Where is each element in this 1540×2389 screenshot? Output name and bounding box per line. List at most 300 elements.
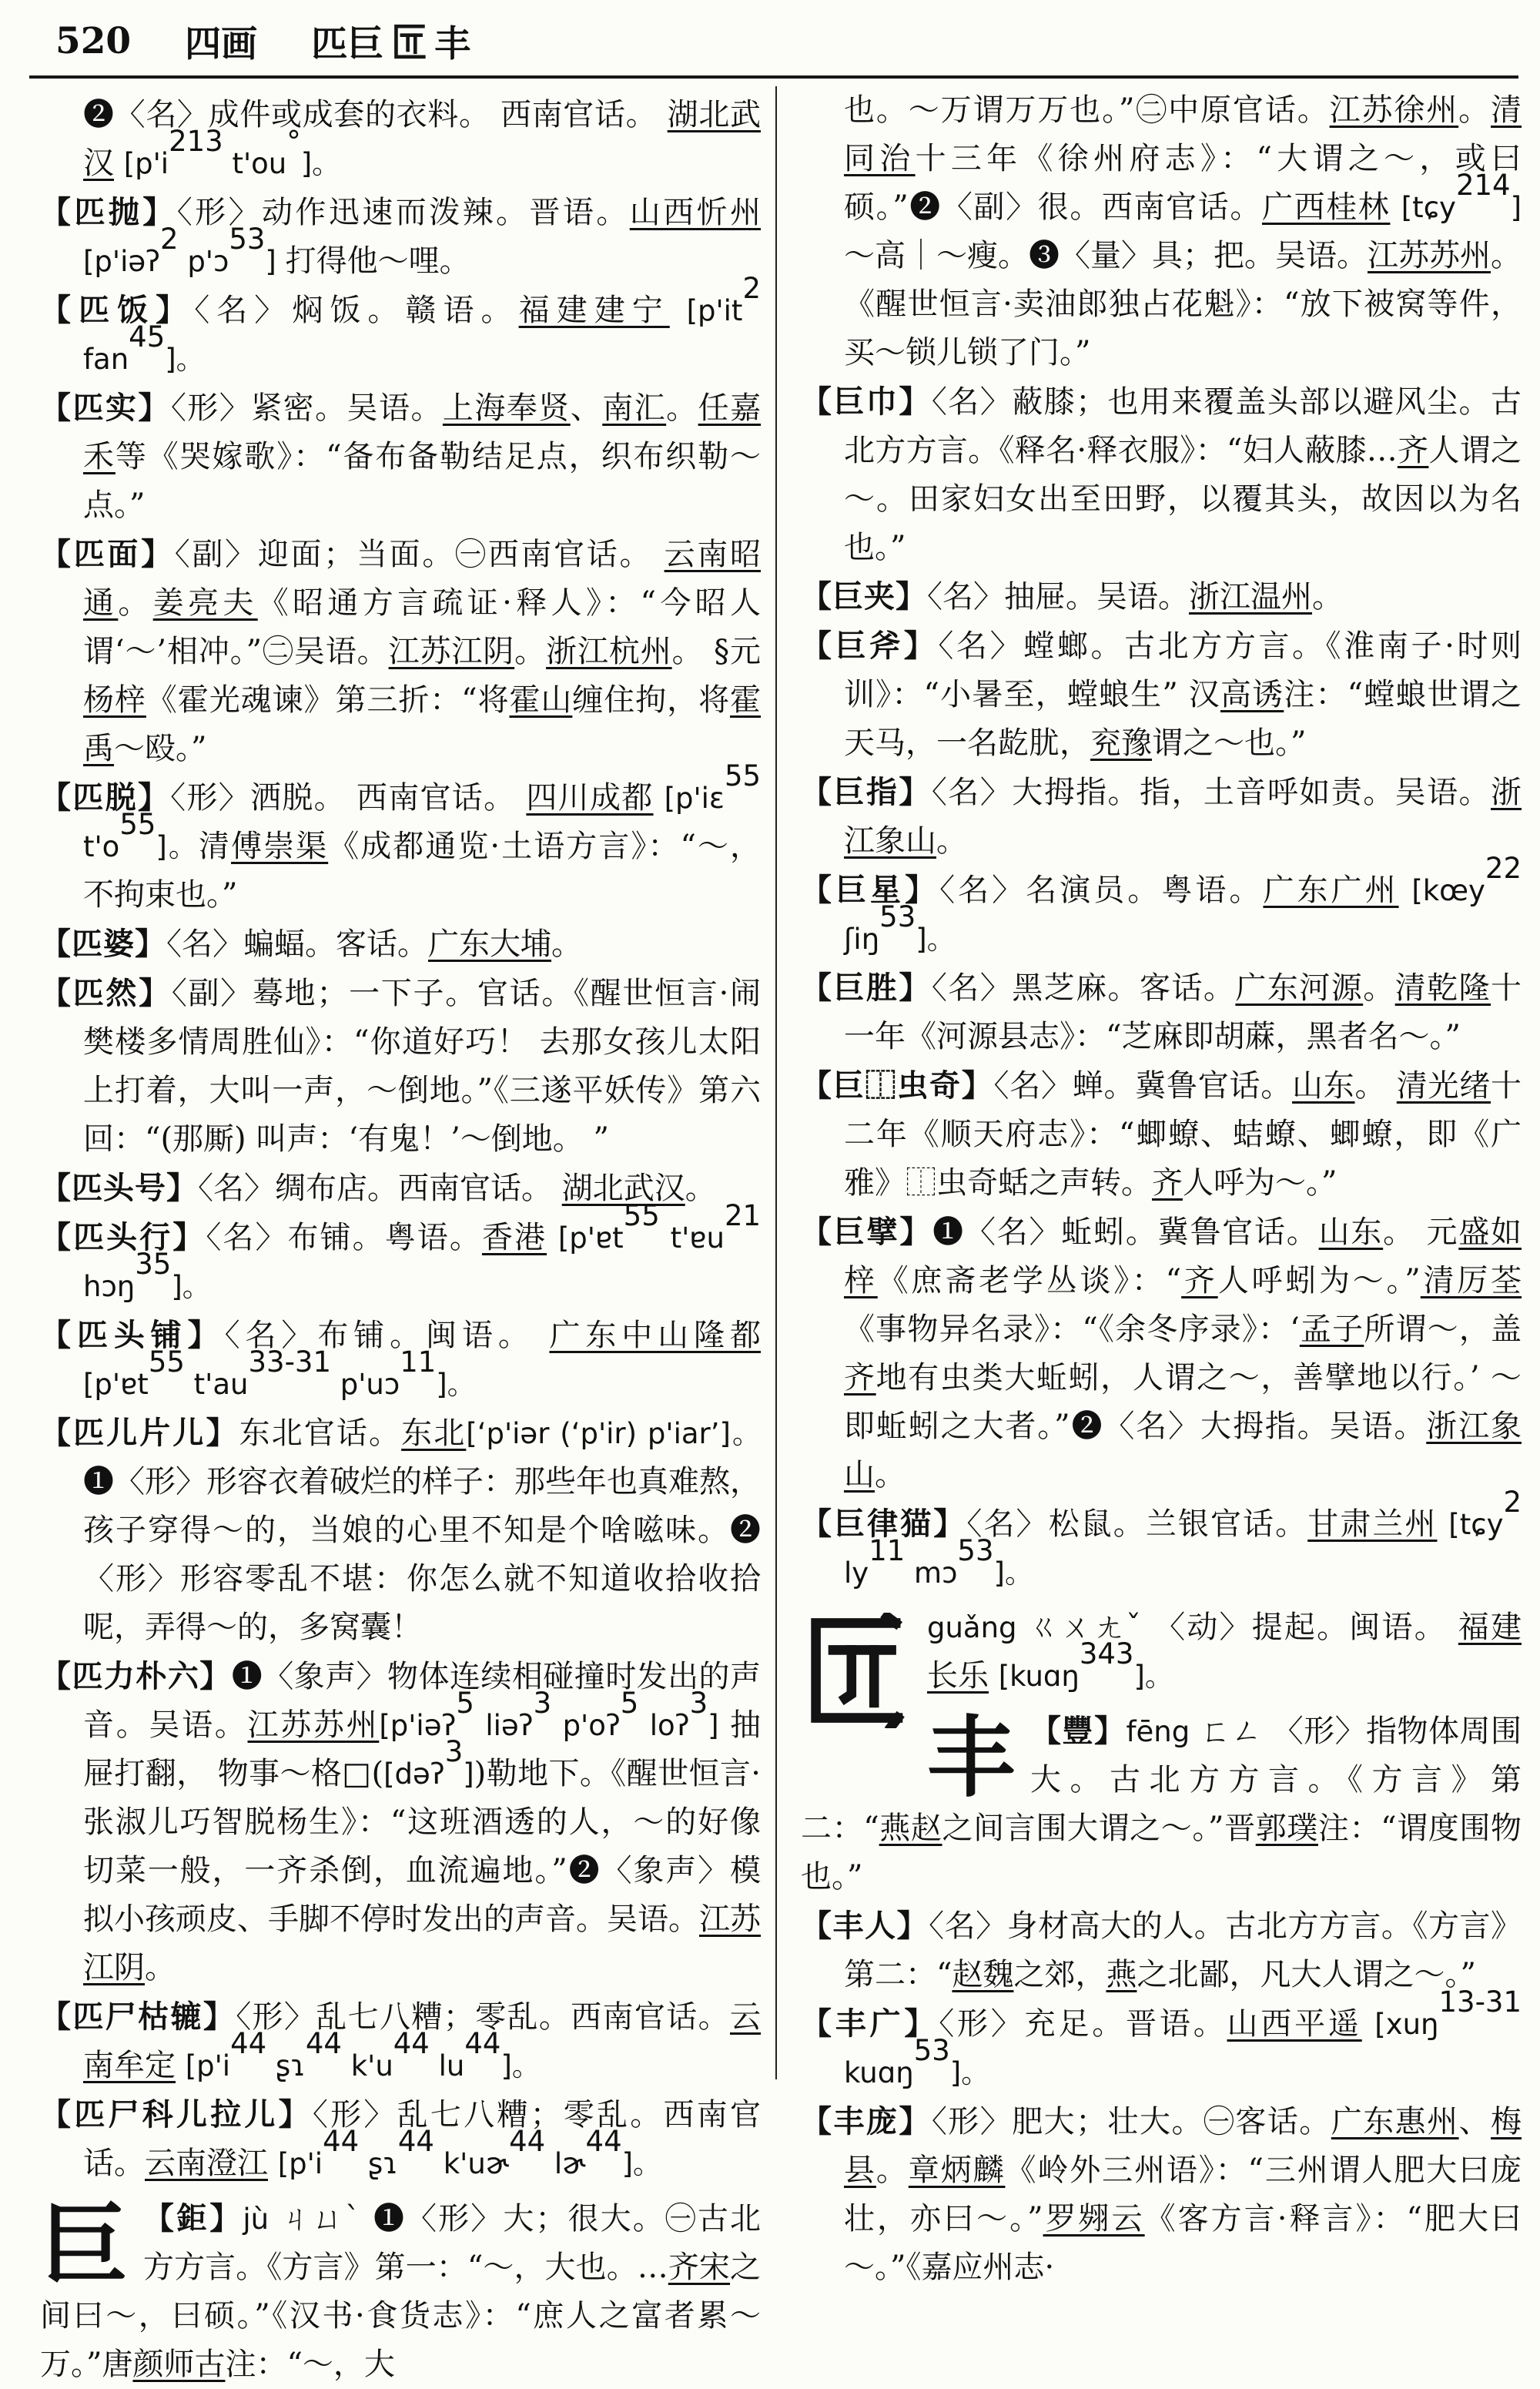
text-run: ]。: [300, 147, 341, 180]
dictionary-entry: [801, 851, 1522, 963]
headword: 【巨斧】: [801, 628, 939, 664]
text-run: 东北官话。: [239, 1416, 402, 1451]
text-run: 人谓之～。田家妇女出至田野，以覆其头，故因以为名也。”: [844, 433, 1522, 565]
text-run: k'u: [341, 2049, 393, 2082]
text-run: [dəʔ: [383, 1757, 445, 1791]
text-run: 214: [1455, 168, 1511, 202]
text-run: 。: [1312, 579, 1343, 615]
text-run: 。: [936, 823, 967, 859]
text-run: 〈形〉紧密。吴语。: [170, 390, 443, 426]
text-run: kuɑŋ: [844, 2056, 914, 2089]
text-run: 11: [869, 1533, 906, 1567]
dictionary-entry: [801, 1061, 1522, 1208]
underlined-name: 杨梓: [83, 682, 146, 718]
text-run: [tɕy: [1401, 191, 1456, 224]
headword: 【巨巾】: [801, 384, 932, 420]
text-run: ]。: [436, 1368, 476, 1401]
text-run: 。: [875, 1457, 906, 1493]
dictionary-entry: [40, 530, 761, 773]
text-run: 之北鄙，凡大人谓之～。”: [1137, 1957, 1476, 1992]
text-run: 〈名〉蝉。冀鲁官话。: [993, 1068, 1293, 1104]
headword: 【匹实】: [40, 390, 171, 426]
text-run: [654, 780, 665, 816]
text-run: 343: [1079, 1637, 1134, 1670]
underlined-name: 湖北武汉: [561, 1171, 685, 1206]
underlined-name: 高诱: [1220, 677, 1284, 712]
text-run: 注：“螳蜋世谓之天马，一名龁肬，: [844, 677, 1522, 761]
dictionary-entry: [40, 271, 761, 384]
headword: 【鉅】: [143, 2200, 243, 2237]
text-run: 5: [620, 1686, 639, 1720]
text-run: ]: [463, 1757, 474, 1791]
headword: 【匹头铺】: [40, 1317, 225, 1353]
headword: 【巨指】: [801, 774, 932, 810]
text-run: 也。～万谓万万也。”㊁中原官话。: [844, 92, 1330, 128]
text-run: 。《醒世恒言·卖油郎独占花魁》：“放下被窝等件，买～锁儿锁了门。”: [844, 238, 1522, 370]
head-chars-after: 丰: [434, 23, 471, 65]
rare-head-character-icon: [391, 23, 427, 60]
underlined-name: 江苏江阴: [388, 634, 515, 669]
head-character-entry: [801, 1603, 1522, 1700]
text-run: 。: [551, 926, 582, 962]
text-run: ❷〈名〉成件或成套的衣料。 西南官话。: [83, 97, 668, 132]
right-column: [801, 86, 1522, 2292]
text-run: 之郊，: [1013, 1957, 1106, 1992]
text-run: 。: [1458, 92, 1491, 128]
column-divider: [775, 86, 777, 2079]
underlined-name: 孟子: [1299, 1312, 1364, 1347]
text-run: 地有虫类大蚯蚓，人谓之～，善擘地以行。’ ～即蚯蚓之大者。”❷〈名〉大拇指。吴语。: [844, 1360, 1522, 1444]
text-run: [ʻp'iər (ʻp'ir) p'iarʼ]。: [466, 1417, 762, 1450]
text-run: ㄐㄩˋ ❶〈形〉大；很大。㊀古北方方言。《方言》第一：“～，大也。…: [143, 2201, 762, 2285]
underlined-name: 广西桂林: [1261, 189, 1391, 225]
text-run: [p'it: [686, 294, 743, 327]
text-run: ㄈㄥ 〈形〉指物体周围大。古北方方言。《方言》第二：“: [801, 1714, 1522, 1846]
text-run: t'au: [184, 1368, 249, 1401]
text-run: 注：“～，大: [225, 2347, 395, 2382]
text-run: 〈名〉布铺。粤语。: [206, 1220, 482, 1255]
text-run: fan: [83, 343, 129, 376]
text-run: ʃiŋ: [844, 923, 880, 956]
page-number: 520: [55, 20, 132, 62]
text-run: ]。: [621, 2147, 662, 2180]
underlined-name: 清厉荃: [1420, 1263, 1522, 1298]
text-run: ㄍㄨㄤˇ 〈动〉提起。闽语。: [1016, 1610, 1458, 1645]
text-run: 《霍光魂谏》第三折：“将: [146, 682, 510, 718]
text-run: 〈名〉蔽膝；也用来覆盖头部以避风尘。古北方方言。《释名·释衣服》：“妇人蔽膝…: [844, 384, 1522, 468]
text-run: [p'iɛ: [664, 782, 725, 815]
text-run: ʂɿ: [266, 2049, 306, 2082]
page-header: [55, 15, 470, 67]
text-run: 〈形〉洒脱。 西南官话。: [170, 780, 527, 816]
underlined-name: 兖豫: [1090, 725, 1152, 761]
underlined-name: 云南牟定: [83, 1999, 762, 2083]
text-run: ❶〈名〉蚯蚓。冀鲁官话。: [932, 1215, 1319, 1250]
text-run: [p'ɐt: [83, 1368, 149, 1401]
text-run: [1437, 1506, 1448, 1542]
text-run: 〈副〉蓦地；一下子。官话。《醒世恒言·闹樊楼多情周胜仙》：“你道好巧！ 去那女孩儿太阳上打着，大叫一声，～倒地。”《三遂平妖传》第六回：“(那厮) 叫声：‘有鬼！’～倒地。 ”: [83, 976, 762, 1157]
underlined-name: 浙江杭州: [546, 634, 672, 669]
text-run: 〈形〉充足。晋语。: [939, 2006, 1227, 2042]
head-character: 丰: [927, 1706, 1016, 1809]
text-run: 《庶斋老学丛谈》：“: [877, 1263, 1182, 1298]
text-run: hɔŋ: [83, 1270, 136, 1303]
text-run: 2: [1503, 1485, 1522, 1519]
text-run: 〈形〉乱七八糟；零乱。西南官话。: [236, 1999, 731, 2035]
dictionary-entry: [40, 1311, 761, 1409]
text-run: [kuɑŋ: [998, 1660, 1080, 1693]
dictionary-entry: [801, 768, 1522, 866]
underlined-name: 广东河源: [1235, 970, 1364, 1006]
text-run: ]: [265, 245, 286, 278]
text-run: [xuŋ: [1374, 2008, 1439, 2041]
text-run: 。 §元: [671, 634, 762, 669]
dictionary-entry: [40, 1652, 761, 1992]
text-run: [p'i: [277, 2147, 323, 2180]
continuation-paragraph: [801, 86, 1522, 377]
underlined-name: 广东大埔: [428, 926, 551, 962]
headword: 【匹脱】: [40, 779, 171, 816]
text-run: 〈形〉乱七八糟；零乱。西南官话。: [83, 2097, 762, 2181]
head-chars-before: 匹巨: [311, 23, 384, 65]
text-run: 3: [533, 1686, 552, 1720]
head-character-entry: [801, 1707, 1522, 1901]
text-run: 〈名〉布铺。闽语。: [224, 1318, 550, 1353]
text-run: 缠住拘，将: [572, 682, 731, 718]
text-run: [1362, 2006, 1375, 2042]
headword: 【匹头号】: [40, 1170, 198, 1206]
text-run: 44: [393, 2026, 430, 2060]
text-run: 55: [148, 1345, 185, 1379]
headword: 【巨胜】: [801, 970, 932, 1006]
text-run: ]。: [171, 1270, 211, 1303]
text-run: fēng: [1126, 1715, 1190, 1748]
underlined-name: 章炳麟: [908, 2153, 1006, 2188]
headword: 【豐】: [1030, 1713, 1127, 1749]
text-run: p'uɔ: [331, 1368, 400, 1401]
text-run: [kœy: [1411, 874, 1485, 907]
text-run: 55: [119, 807, 156, 841]
text-run: 2: [742, 271, 761, 305]
text-run: 。: [1354, 1068, 1397, 1104]
text-run: t'o: [83, 830, 120, 863]
underlined-name: 云南澄江: [145, 2146, 268, 2181]
text-run: 。: [118, 585, 153, 621]
text-run: [p'ɐt: [557, 1221, 624, 1255]
dictionary-entry: [40, 759, 762, 920]
text-run: 55: [623, 1198, 660, 1232]
text-run: ]。: [993, 1556, 1033, 1590]
underlined-name: 盛如梓: [844, 1215, 1522, 1298]
underlined-name: 湖北武汉: [83, 97, 761, 181]
underlined-name: 上海奉贤: [442, 390, 571, 426]
underlined-name: 霍山: [509, 682, 573, 718]
underlined-name: 任嘉禾: [83, 390, 762, 474]
text-run: [1399, 873, 1412, 908]
underlined-name: 燕: [1106, 1957, 1137, 1992]
text-run: 〈名〉大拇指。指，土音呼如责。吴语。: [931, 775, 1491, 810]
text-run: mɔ: [905, 1556, 958, 1590]
text-run: [p'i: [185, 2049, 231, 2082]
dictionary-entry: [40, 188, 761, 286]
text-run: 。: [514, 634, 547, 669]
text-run: [268, 2146, 278, 2181]
text-run: 44: [323, 2124, 360, 2158]
dictionary-entry: [801, 1985, 1522, 2097]
underlined-name: 江苏徐州: [1329, 92, 1459, 128]
underlined-name: 郭璞: [1255, 1811, 1318, 1846]
text-run: jù: [243, 2203, 270, 2236]
text-run: 3: [444, 1734, 464, 1768]
text-run: 。: [145, 1950, 176, 1985]
text-run: [547, 1220, 558, 1255]
text-run: 之间曰～，曰硕。”《汉书·食货志》：“庶人之富者累～万。”唐: [40, 2250, 762, 2382]
headword: 【巨擘】: [801, 1214, 933, 1250]
text-run: ]。: [1133, 1660, 1173, 1693]
text-run: ～殴。”: [114, 731, 207, 766]
dictionary-entry: [40, 1198, 762, 1311]
headword: 【丰庞】: [801, 2103, 932, 2139]
text-run: 。 元: [1383, 1215, 1459, 1250]
dictionary-entry: [801, 377, 1522, 572]
text-run: 44: [509, 2124, 546, 2158]
underlined-name: 赵魏: [952, 1957, 1014, 1992]
text-run: 。: [666, 390, 698, 426]
head-character: 巨: [40, 2193, 129, 2297]
text-run: 、: [1458, 2104, 1491, 2139]
text-run: [114, 146, 124, 181]
text-run: 44: [464, 2026, 501, 2060]
headword: 【匹面】: [40, 536, 175, 572]
text-run: 〈形〉动作迅速而泼辣。晋语。: [176, 195, 630, 230]
text-run: 注：“谓度围物也。”: [801, 1811, 1522, 1895]
text-run: t'ou: [223, 147, 287, 180]
text-run: 《成都通览·土语方言》：“～， 不拘束也。”: [83, 829, 762, 913]
dictionary-entry: [40, 969, 761, 1164]
underlined-name: 傅崇渠: [231, 829, 329, 864]
text-run: [p'i: [123, 147, 169, 180]
headword: 【匹饭】: [40, 292, 195, 328]
stroke-section: 四画: [185, 23, 258, 65]
text-run: 《客方言·释言》：“肥大曰～。”《嘉应州志·: [844, 2201, 1522, 2285]
text-run: [1390, 189, 1401, 225]
underlined-name: 山西忻州: [629, 195, 762, 230]
text-run: p'ɔ: [178, 245, 229, 278]
text-run: ]。: [949, 2056, 990, 2089]
text-run: 〈名〉焖饭。赣语。: [194, 293, 519, 328]
dictionary-entry: [801, 572, 1522, 622]
text-run: ]。: [156, 830, 199, 863]
headword: 【匹尸科儿拉儿】: [40, 2096, 313, 2133]
underlined-name: 广东广州: [1263, 873, 1399, 908]
text-run: 13-31: [1438, 1985, 1522, 2019]
underlined-name: 山东: [1292, 1068, 1355, 1104]
underlined-name: 江苏苏州: [1368, 238, 1491, 273]
text-run: 〈名〉身材高大的人。古北方方言。《方言》第二：“: [844, 1908, 1522, 1992]
underlined-name: 江苏江阴: [83, 1901, 761, 1985]
dictionary-entry: [801, 963, 1522, 1061]
left-column: [40, 91, 761, 2389]
dictionary-entry: [801, 1485, 1522, 1597]
text-run: 《岭外三州语》：“三州谓人肥大曰庞壮，亦曰～。”: [844, 2153, 1522, 2237]
text-run: [176, 2048, 186, 2083]
text-run: ～高｜～瘦。❸〈量〉具；把。吴语。: [844, 238, 1368, 273]
text-run: 人呼蚓为～。”: [1217, 1263, 1421, 1298]
text-run: 44: [585, 2124, 622, 2158]
text-run: p'oʔ: [551, 1709, 621, 1742]
underlined-name: 广东惠州: [1331, 2104, 1459, 2139]
underlined-name: 霍禹: [83, 682, 762, 766]
text-run: 53: [957, 1533, 994, 1567]
headword: 【巨星】: [801, 872, 940, 908]
underlined-name: 浙江象山: [844, 1409, 1522, 1493]
text-run: 。: [875, 2153, 909, 2188]
text-run: ]。: [165, 343, 205, 376]
text-run: °: [286, 124, 301, 158]
text-run: 。: [1363, 970, 1395, 1006]
underlined-name: 福建建宁: [518, 293, 670, 328]
dictionary-entry: [801, 1901, 1522, 1999]
underlined-name: 广东中山隆都: [549, 1318, 762, 1353]
underlined-name: 清光绪: [1396, 1068, 1491, 1104]
underlined-name: 姜亮夫: [152, 585, 258, 621]
text-run: 十一年《河源县志》：“芝麻即胡蔴，黑者名～。”: [844, 970, 1522, 1054]
dictionary-entry: [40, 384, 761, 530]
underlined-name: 浙江温州: [1189, 579, 1312, 615]
header-divider: [29, 75, 1518, 79]
text-run: [p'iəʔ: [379, 1709, 457, 1742]
underlined-name: 山东: [1318, 1215, 1384, 1250]
text-run: 所谓～，盖: [1364, 1312, 1522, 1347]
text-run: 11: [400, 1345, 437, 1379]
text-run: 53: [879, 900, 916, 933]
underlined-name: 香港: [481, 1220, 547, 1255]
text-run: 〈形〉肥大；壮大。㊀客话。: [931, 2104, 1331, 2139]
headword: 【匹力朴六】: [40, 1658, 232, 1694]
text-run: ]: [1510, 191, 1522, 224]
underlined-name: 梅县: [844, 2104, 1522, 2188]
text-run: 。: [685, 1171, 716, 1206]
text-run: 〈名〉松鼠。兰银官话。: [966, 1506, 1308, 1542]
text-run: 十三年《徐州府志》：“大谓之～，或曰硕。”❷〈副〉很。西南官话。: [844, 141, 1522, 225]
text-run: ly: [844, 1556, 869, 1590]
underlined-name: 东北: [401, 1416, 467, 1451]
rare-head-character-icon: [801, 1613, 909, 1728]
text-run: 21: [724, 1198, 762, 1232]
text-run: 〈名〉抽屉。吴语。: [927, 579, 1189, 615]
underlined-name: 山西平遥: [1227, 2006, 1362, 2042]
text-run: 55: [724, 759, 762, 792]
underlined-name: 甘肃兰州: [1307, 1506, 1438, 1542]
text-run: lu: [429, 2049, 465, 2082]
text-run: [tɕy: [1448, 1508, 1504, 1541]
text-run: 44: [305, 2026, 342, 2060]
underlined-name: 齐: [1181, 1263, 1218, 1298]
continuation-paragraph: [40, 91, 761, 188]
text-run: 〈副〉迎面；当面。㊀西南官话。: [174, 537, 665, 572]
text-run: )勒地下。《醒世恒言·张淑儿巧智脱杨生》：“这班酒透的人，～的好像切菜一般，一齐杀倒，血流遍地。”❷〈象声〉模拟小孩顽皮、手脚不停时发出的声音。吴语。: [83, 1756, 761, 1937]
text-run: 〈名〉绸布店。西南官话。: [198, 1171, 562, 1206]
text-run: 45: [129, 320, 166, 353]
text-run: 44: [397, 2124, 434, 2158]
dictionary-entry: [40, 920, 761, 969]
underlined-name: 颜师古: [132, 2347, 226, 2382]
underlined-name: 燕赵: [879, 1811, 942, 1846]
text-run: ]: [708, 1709, 731, 1742]
text-run: ❶〈象声〉物体连续相碰撞时发出的声音。吴语。: [83, 1659, 762, 1743]
text-run: 《昭通方言疏证·释人》：“今昭人谓‘～’相冲。”㊁吴语。: [83, 585, 762, 669]
underlined-name: 四川成都: [526, 780, 654, 816]
headword: 【巨夹】: [801, 578, 927, 615]
text-run: 44: [230, 2026, 267, 2060]
dictionary-entry: [801, 622, 1522, 768]
underlined-name: 齐宋: [668, 2250, 731, 2285]
text-run: 33-31: [248, 1345, 331, 1379]
text-run: liəʔ: [474, 1709, 534, 1742]
underlined-name: 齐: [844, 1360, 876, 1396]
underlined-name: 浙江象山: [844, 775, 1522, 859]
text-run: 35: [135, 1247, 172, 1281]
underlined-name: 南汇: [602, 390, 667, 426]
text-run: 抽屉打翻， 物事～格□(: [83, 1707, 762, 1791]
text-run: 53: [913, 2033, 950, 2067]
text-run: ʂɿ: [359, 2147, 398, 2180]
underlined-name: 清乾隆: [1394, 970, 1491, 1006]
text-run: ❶〈形〉形容衣着破烂的样子：那些年也真难熬， 孩子穿得～的，当娘的心里不知是个啥嗞味。❷〈形〉形容零乱不堪：你怎么就不知道收拾收拾呢，弄得～的，多窝囊！: [83, 1464, 761, 1645]
text-run: 〈名〉黑芝麻。客话。: [931, 970, 1236, 1006]
underlined-name: 齐: [1152, 1165, 1183, 1201]
text-run: ]。: [916, 923, 956, 956]
text-run: lɚ: [545, 2147, 586, 2180]
head-character-entry: [40, 2194, 761, 2389]
text-run: t'ɐu: [659, 1221, 725, 1255]
dictionary-entry: [801, 1208, 1522, 1499]
dictionary-entry: [40, 1409, 761, 1652]
text-run: 5: [456, 1686, 474, 1720]
underlined-name: 罗翙云: [1043, 2201, 1145, 2237]
text-run: 清: [198, 829, 232, 864]
text-run: 22: [1485, 851, 1522, 885]
section-head-characters: [311, 15, 470, 67]
dictionary-entry: [801, 2097, 1522, 2292]
headword: 【匹抛】: [40, 194, 177, 230]
text-run: 之间言围大谓之～。”晋: [942, 1811, 1256, 1846]
text-run: 十二年《顺天府志》：“蝍蟟、蛣蟟、蝍蟟，即《广雅》⿰虫奇蛞之声转。: [844, 1068, 1522, 1201]
text-run: 人呼为～。”: [1183, 1165, 1337, 1201]
text-run: 等《哭嫁歌》：“备布备勒结足点，织布织勒～点。”: [83, 439, 762, 523]
underlined-name: 江苏苏州: [247, 1707, 380, 1743]
underlined-name: 云南昭通: [83, 537, 761, 621]
text-run: guǎng: [927, 1611, 1017, 1644]
dictionary-entry: [40, 1992, 761, 2090]
underlined-name: 清同治: [844, 92, 1522, 176]
text-run: [670, 293, 687, 328]
text-run: 谓之～也。”: [1152, 725, 1307, 761]
text-run: 213: [169, 124, 223, 158]
dictionary-entry: [40, 2090, 761, 2188]
headword: 【匹儿片儿】: [40, 1415, 239, 1451]
headword: 【巨⿰虫奇】: [801, 1067, 994, 1104]
text-run: 打得他～哩。: [285, 243, 470, 279]
headword: 【匹头行】: [40, 1219, 206, 1255]
headword: 【匹然】: [40, 975, 172, 1011]
text-run: ]。: [500, 2049, 541, 2082]
text-run: k'uɚ: [434, 2147, 510, 2180]
text-run: 〈名〉蝙蝠。客话。: [166, 926, 428, 962]
text-run: 〈名〉名演员。粤语。: [939, 873, 1264, 908]
text-run: 2: [160, 222, 179, 256]
headword: 【巨律猫】: [801, 1506, 967, 1542]
